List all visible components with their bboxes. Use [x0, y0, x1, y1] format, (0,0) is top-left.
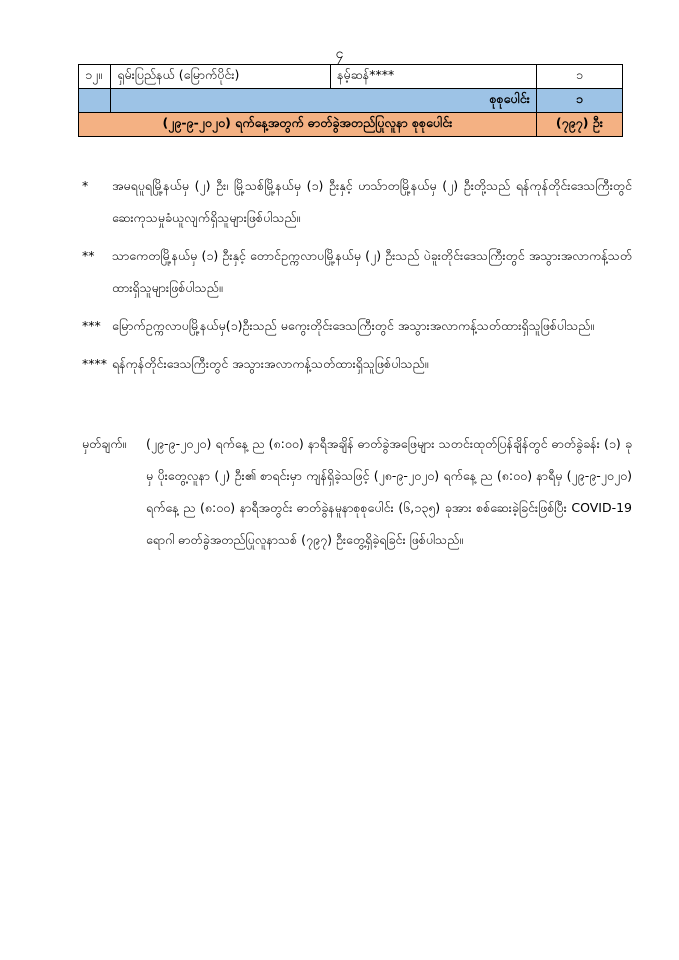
footnotes: [82, 170, 632, 386]
total-row: [79, 89, 623, 113]
total-label: စုစုပေါင်း: [111, 89, 537, 113]
footnote-text: မြောက်ဥက္ကလာပမြို့နယ်မှ(၁)ဦးသည် မကွေးတိုင်းဒေသကြီးတွင် အသွားအလာကန့်သတ်ထားရှိသူဖြစ်ပါသည်။: [112, 318, 595, 333]
remark: [82, 428, 632, 556]
total-row-blank: [79, 89, 111, 113]
footnote-mark: *: [82, 178, 89, 193]
state-name: ရှမ်းပြည်နယ် (မြောက်ပိုင်း): [111, 65, 331, 89]
footnote: [82, 348, 632, 380]
footnote-text: သာကေတမြို့နယ်မှ (၁) ဦးနှင့် တောင်ဥက္ကလာပမြို့နယ်မှ (၂) ဦးသည် ပဲခူးတိုင်းဒေသကြီးတွင် အသွားအလာကန့်သတ်ထားရှိသူများဖြစ်ပါသည်။: [112, 248, 632, 295]
summary-table: [78, 64, 623, 137]
case-count: ၁: [536, 65, 622, 89]
footnote: [82, 170, 632, 234]
page-number: ၄: [335, 46, 344, 62]
township-name: နမ့်ဆန်****: [331, 65, 537, 89]
footnote: [82, 310, 632, 342]
footnote-text: အမရပူရမြို့နယ်မှ (၂) ဦး၊ မြို့သစ်မြို့နယ်မှ (၁) ဦးနှင့် ဟသ်ာတမြို့နယ်မှ (၂) ဦးတို့သည် ရန်ကုန်တိုင်းဒေသကြီးတွင် ဆေးကုသမှုခံယူလျက်ရှိသူများဖြစ်ပါသည်။: [112, 178, 632, 225]
row-number: ၁၂။: [79, 65, 111, 89]
remark-text: (၂၉-၉-၂၀၂၀) ရက်နေ့ ည (၈:၀၀) နာရီအချိန် ဓာတ်ခွဲအဖြေများ သတင်းထုတ်ပြန်ချိန်တွင် ဓာတ်ခွဲခန်း (၁) ခုမှ ပိုးတွေ့လူနာ (၂) ဦး၏ စာရင်းမှာ ကျန်ရှိခဲ့သဖြင့် (၂၈-၉-၂၀၂၀) ရက်နေ့ ည (၈:၀၀) နာရီမှ (၂၉-၉-၂၀၂၀) ရက်နေ့ ည (၈:၀၀) နာရီအတွင်း ဓာတ်ခွဲနမူနာစုစုပေါင်း (၆,၁၃၅) ခုအား စစ်ဆေးခဲ့ခြင်းဖြစ်ပြီး COVID-19 ရောဂါ ဓာတ်ခွဲအတည်ပြုလူနာသစ် (၇၉၇) ဦးတွေ့ရှိခဲ့ရခြင်း ဖြစ်ပါသည်။: [146, 436, 632, 547]
table-row: [79, 65, 623, 89]
grand-total-row: [79, 113, 623, 137]
remark-label: မှတ်ချက်။: [82, 436, 127, 451]
footnote-text: ရန်ကုန်တိုင်းဒေသကြီးတွင် အသွားအလာကန့်သတ်ထားရှိသူဖြစ်ပါသည်။: [112, 356, 429, 371]
footnote: [82, 240, 632, 304]
grand-total-count: (၇၉၇) ဦး: [536, 113, 622, 137]
footnote-mark: ****: [82, 356, 107, 371]
total-count: ၁: [536, 89, 622, 113]
grand-total-label: (၂၉-၉-၂၀၂၀) ရက်နေ့အတွက် ဓာတ်ခွဲအတည်ပြုလူနာ စုစုပေါင်း: [79, 113, 537, 137]
footnote-mark: **: [82, 248, 95, 263]
footnote-mark: ***: [82, 318, 101, 333]
